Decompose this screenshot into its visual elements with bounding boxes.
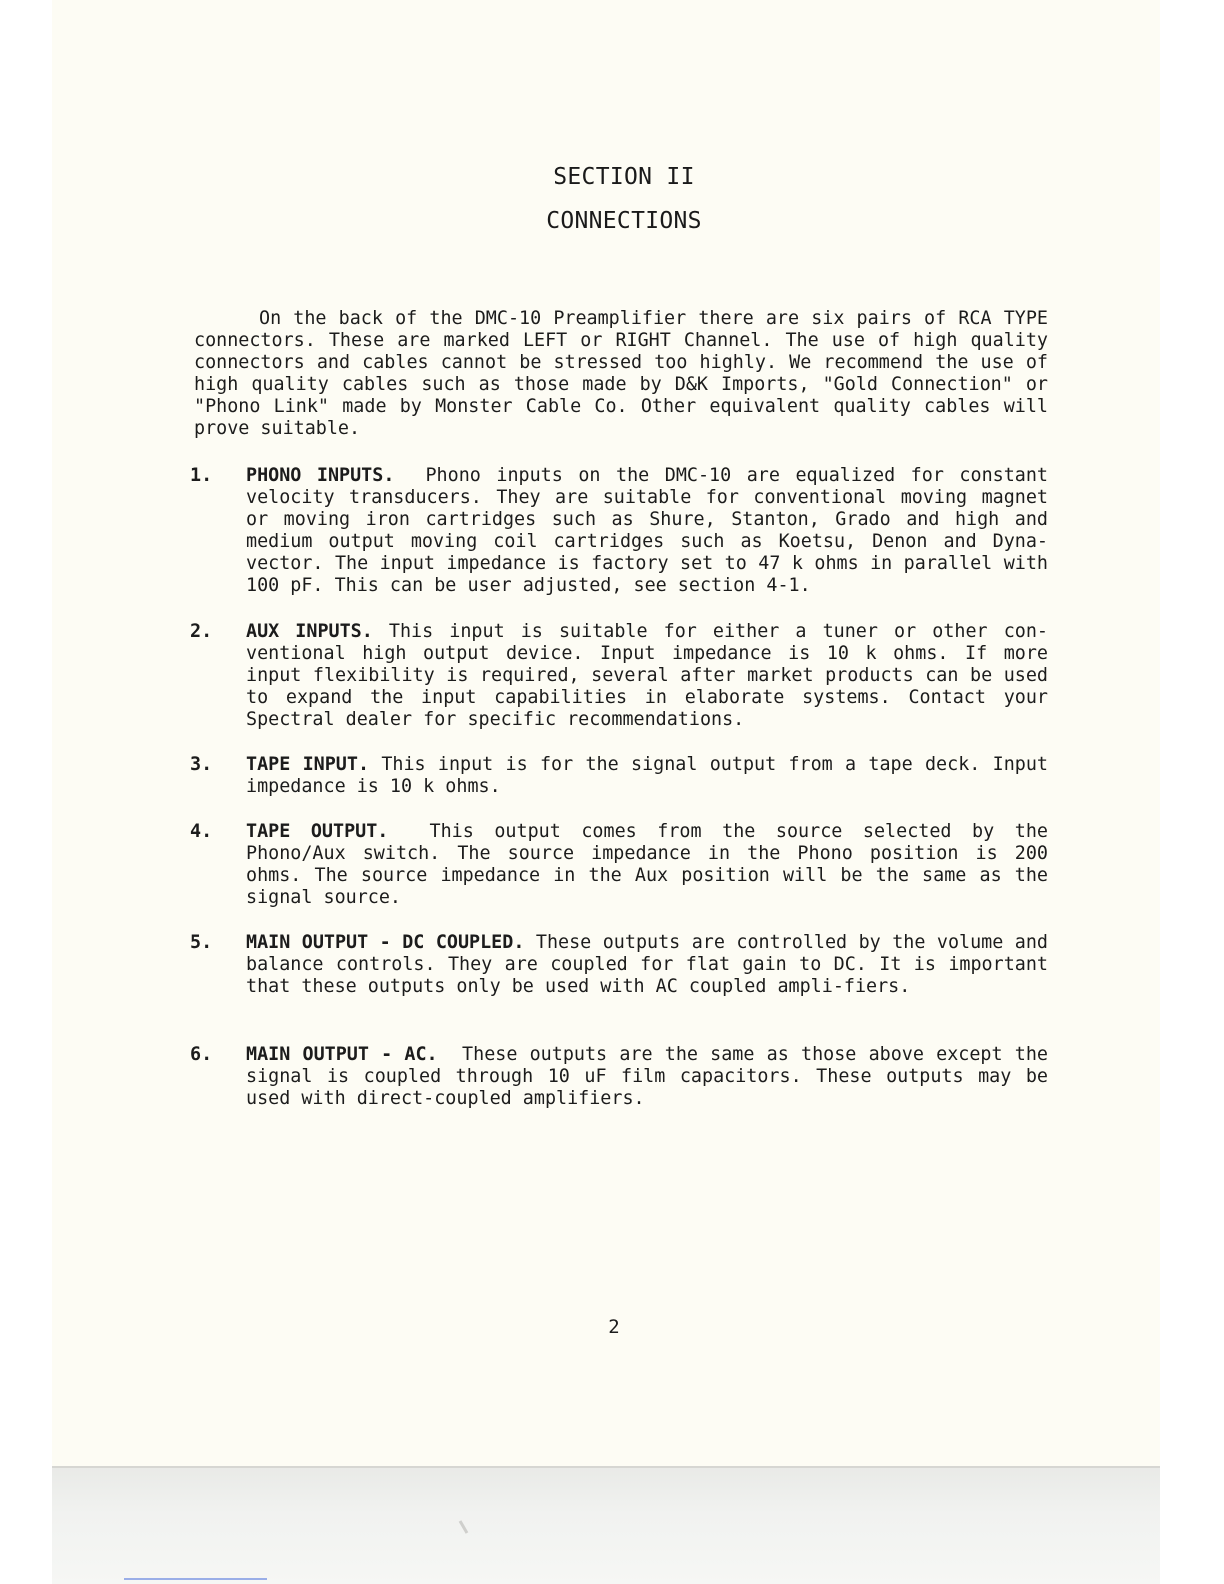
list-item-text: Phono inputs on the DMC-10 are equalized for constant velocity transducers. They are suitable for conventional moving magnet or moving iron cartridges such as Shure, Stanton, Grado and high and medium output moving coil cartridges such as Koetsu, Denon and Dyna-vector. The input impedance is factory set to 47 k ohms in parallel with 100 pF. This can be user adjusted, see section 4-1. (246, 465, 1048, 596)
list-item-term: TAPE OUTPUT. (246, 821, 389, 842)
list-item-body (246, 1044, 1048, 1110)
list-item-body (246, 621, 1048, 731)
list-item-body (246, 821, 1048, 909)
list-item-number: 6. (190, 1044, 213, 1065)
list-item-term: TAPE INPUT. (246, 754, 370, 775)
intro-paragraph: On the back of the DMC-10 Preamplifier there are six pairs of RCA TYPE connectors. These are marked LEFT or RIGHT Channel. The use of high quality connectors and cables cannot be stressed too highly. We recommend the use of high quality cables such as those made by D&K Imports, "Gold Connection" or "Phono Link" made by Monster Cable Co. Other equivalent quality cables will prove suitable. (194, 308, 1048, 439)
list-item-text: This input is for the signal output from a tape deck. Input impedance is 10 k ohms. (246, 754, 1048, 797)
list-item-term: AUX INPUTS. (246, 621, 373, 642)
list-item-number: 2. (190, 621, 213, 642)
scan-background (52, 1468, 1160, 1584)
list-item-text: These outputs are controlled by the volume and balance controls. They are coupled for flat gain to DC. It is important that these outputs only be used with AC coupled ampli-fiers. (246, 932, 1048, 997)
section-subtitle: CONNECTIONS (546, 208, 702, 234)
list-item-number: 1. (190, 465, 213, 486)
list-item-text: This input is suitable for either a tuner or other con-ventional high output device. Input impedance is 10 k ohms. If more input flexibility is required, several after market products can be used to expand the input capabilities in elaborate systems. Contact your Spectral dealer for specific recommendations. (246, 621, 1049, 730)
list-item-number: 3. (190, 754, 213, 775)
section-title: SECTION II (553, 164, 695, 190)
list-item-number: 5. (190, 932, 213, 953)
list-item-number: 4. (190, 821, 213, 842)
list-item-body (246, 932, 1048, 998)
list-item-term: MAIN OUTPUT - DC COUPLED. (246, 932, 525, 953)
list-item-term: PHONO INPUTS. (246, 465, 395, 486)
list-item-body (246, 465, 1048, 597)
page-number: 2 (608, 1316, 620, 1338)
list-item-text: This output comes from the source selected by the Phono/Aux switch. The source impedance in the Phono position is 200 ohms. The source impedance in the Aux position will be the same as the signal source. (246, 821, 1048, 908)
list-item-body (246, 754, 1048, 798)
scan-artifact-line (124, 1578, 267, 1580)
list-item-text: These outputs are the same as those above except the signal is coupled through 10 uF film capacitors. These outputs may be used with direct-coupled amplifiers. (246, 1044, 1048, 1109)
list-item-term: MAIN OUTPUT - AC. (246, 1044, 438, 1065)
